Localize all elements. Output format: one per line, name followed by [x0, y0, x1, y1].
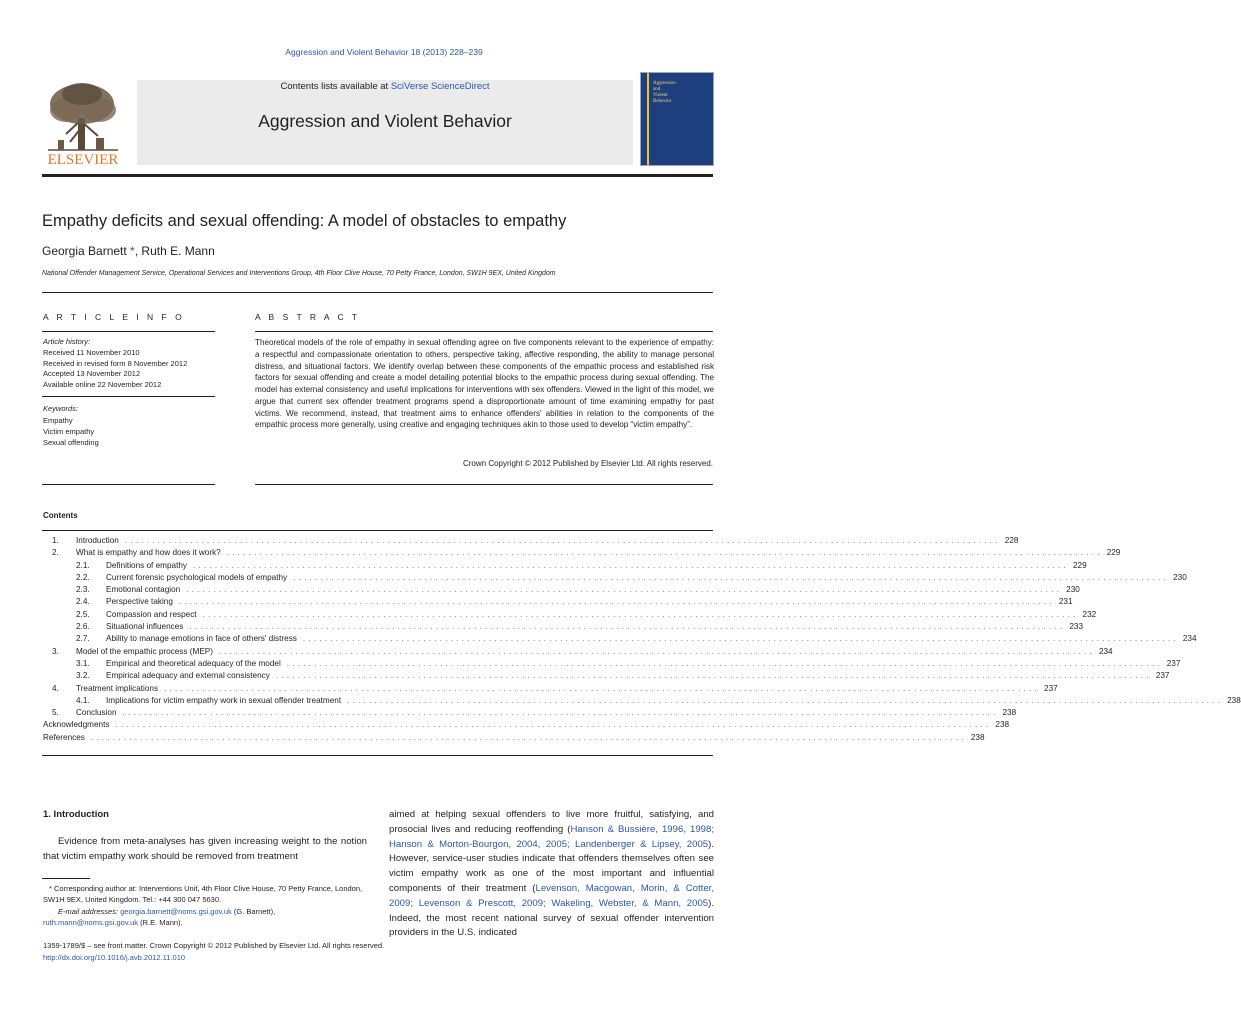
- history-revised: Received in revised form 8 November 2012: [43, 358, 188, 368]
- email-suffix-mann: (R.E. Mann).: [138, 917, 183, 927]
- toc-page-number: 231: [1058, 597, 1073, 607]
- toc-entry[interactable]: [43, 708, 1017, 720]
- toc-page-number: 230: [1066, 585, 1080, 595]
- toc-number: 2.: [52, 548, 59, 558]
- email-suffix-barnett: (G. Barnett),: [231, 906, 276, 916]
- toc-entry[interactable]: [43, 646, 1113, 659]
- article-info-rule-middle: [42, 396, 215, 397]
- keywords-label: Keywords:: [43, 404, 79, 413]
- toc-leader-dots: ................................................................................................................................................................: [275, 671, 1152, 681]
- corresponding-author-footnote: [43, 883, 367, 928]
- introduction-paragraph-left: Evidence from meta-analyses has given increasing weight to the notion that victim empathy work should be removed from treatment: [43, 836, 367, 862]
- toc-title[interactable]: Current forensic psychological models of empathy: [106, 572, 288, 582]
- right-text-2: ). However, service-user studies indicate that offenders themselves often see victim empathy work as one of the most important and influential components of their treatment (: [389, 838, 714, 894]
- section-heading-introduction: 1. Introduction: [43, 809, 109, 820]
- keyword-item: Sexual offending: [43, 438, 99, 447]
- toc-number: 2.5.: [76, 609, 90, 619]
- corresponding-author-mark[interactable]: *: [126, 244, 135, 258]
- toc-title[interactable]: Ability to manage emotions in face of others' distress: [106, 634, 297, 644]
- toc-number: 3.2.: [76, 671, 90, 681]
- abstract-heading: A B S T R A C T: [255, 312, 361, 322]
- affiliation-rule: [42, 292, 713, 293]
- contents-rule-bottom: [42, 755, 713, 756]
- toc-title[interactable]: Emotional contagion: [106, 585, 181, 595]
- toc-title[interactable]: Compassion and respect: [106, 609, 197, 619]
- toc-page-number: 237: [1155, 671, 1170, 681]
- abstract-copyright: Crown Copyright © 2012 Published by Elsevier Ltd. All rights reserved.: [462, 459, 713, 468]
- sciencedirect-link[interactable]: SciVerse ScienceDirect: [390, 81, 490, 92]
- toc-leader-dots: ................................................................................................................................................................: [347, 695, 1224, 705]
- toc-leader-dots: ................................................................................................................................................................: [90, 732, 967, 742]
- toc-leader-dots: ................................................................................................................................................................: [115, 720, 992, 730]
- toc-number: 5.: [52, 708, 59, 718]
- toc-title[interactable]: Situational influences: [106, 622, 184, 632]
- article-title: Empathy deficits and sexual offending: A model of obstacles to empathy: [42, 212, 567, 230]
- toc-leader-dots: ................................................................................................................................................................: [164, 683, 1041, 693]
- contents-prefix: Contents lists available at: [280, 81, 391, 92]
- article-history-label: Article history:: [43, 337, 91, 346]
- abstract-rule-bottom: [255, 484, 713, 485]
- keyword-item: Empathy: [43, 416, 73, 425]
- toc-number: 2.4.: [76, 597, 90, 607]
- bottom-metadata: [43, 940, 384, 963]
- author-line: [42, 244, 215, 258]
- toc-title[interactable]: Conclusion: [76, 708, 117, 718]
- history-online: Available online 22 November 2012: [43, 379, 162, 389]
- cover-stripe: [647, 73, 649, 165]
- toc-page-number: 237: [1166, 658, 1181, 668]
- keyword-item: Victim empathy: [43, 427, 95, 436]
- toc-entry[interactable]: [43, 585, 1080, 597]
- toc-number: 4.: [52, 683, 59, 693]
- toc-entry[interactable]: [43, 695, 1241, 708]
- toc-leader-dots: ................................................................................................................................................................: [302, 634, 1179, 644]
- toc-entry[interactable]: [43, 622, 1084, 634]
- toc-entry[interactable]: [43, 720, 1010, 732]
- elsevier-tree-icon: [42, 80, 124, 166]
- cover-title-line1: Aggression: [653, 81, 676, 86]
- toc-entry[interactable]: [43, 560, 1087, 573]
- toc-number: 1.: [52, 536, 59, 545]
- toc-page-number: 228: [1004, 536, 1019, 545]
- toc-title[interactable]: What is empathy and how does it work?: [76, 548, 221, 558]
- author-mann[interactable]: , Ruth E. Mann: [134, 244, 215, 258]
- contents-availability-line: [137, 81, 633, 92]
- toc-entry[interactable]: [43, 536, 1019, 548]
- citation-link-levenson[interactable]: Levenson, Macgowan, Morin, & Cotter, 2009; Levenson & Prescott, 2009; Wakeling, Webster, & Mann, 2005: [389, 882, 714, 909]
- abstract-rule-top: [255, 331, 713, 332]
- toc-entry[interactable]: [43, 609, 1097, 622]
- toc-page-number: 229: [1106, 548, 1121, 558]
- affiliation: National Offender Management Service, Operational Services and Interventions Group, 4th Floor Clive House, 70 Petty France, London, SW1H 9EX, United Kingdom: [42, 270, 556, 277]
- toc-page-number: 234: [1098, 646, 1113, 656]
- toc-title[interactable]: Model of the empathic process (MEP): [76, 646, 213, 656]
- toc-title[interactable]: Treatment implications: [76, 683, 159, 693]
- article-info-heading: A R T I C L E I N F O: [43, 312, 185, 322]
- footnote-rule: [42, 878, 90, 879]
- toc-leader-dots: ................................................................................................................................................................: [186, 585, 1063, 595]
- email-label: E-mail addresses:: [58, 906, 121, 916]
- toc-title[interactable]: Empirical adequacy and external consistency: [106, 671, 270, 681]
- toc-page-number: 237: [1044, 683, 1058, 693]
- toc-entry[interactable]: [43, 658, 1181, 671]
- history-accepted: Accepted 13 November 2012: [43, 369, 141, 378]
- journal-reference-link[interactable]: Aggression and Violent Behavior 18 (2013) 228–239: [285, 47, 483, 57]
- toc-leader-dots: ................................................................................................................................................................: [218, 646, 1095, 656]
- introduction-paragraph-right: [389, 808, 714, 941]
- toc-title[interactable]: Introduction: [76, 536, 119, 545]
- toc-entry[interactable]: [43, 572, 1187, 585]
- keywords-list: [43, 415, 99, 448]
- toc-title[interactable]: References: [43, 732, 85, 742]
- toc-leader-dots: ................................................................................................................................................................: [293, 572, 1170, 582]
- article-info-rule-top: [42, 331, 215, 332]
- toc-leader-dots: ................................................................................................................................................................: [178, 597, 1055, 607]
- toc-page-number: 233: [1069, 622, 1084, 632]
- footnote-address: * Corresponding author at: Interventions Unit, 4th Floor Clive House, 70 Petty France, London, SW1H 9EX, United Kingdom. Tel.: +44 300 047 5630.: [43, 884, 363, 905]
- toc-entry[interactable]: [43, 597, 1073, 609]
- toc-page-number: 230: [1173, 572, 1187, 582]
- issn-line: 1359-1789/$ – see front matter. Crown Copyright © 2012 Published by Elsevier Ltd. All rights reserved.: [43, 941, 385, 950]
- toc-title[interactable]: Perspective taking: [106, 597, 173, 607]
- toc-number: 2.6.: [76, 622, 90, 632]
- toc-leader-dots: ................................................................................................................................................................: [286, 658, 1163, 668]
- toc-entry[interactable]: [43, 634, 1197, 646]
- cover-title: [653, 81, 676, 105]
- toc-number: 3.1.: [76, 658, 90, 668]
- toc-page-number: 234: [1182, 634, 1197, 644]
- toc-leader-dots: ................................................................................................................................................................: [124, 536, 1001, 545]
- toc-title[interactable]: Definitions of empathy: [106, 560, 188, 570]
- toc-number: 4.1.: [76, 695, 90, 705]
- publisher-name: ELSEVIER: [47, 152, 119, 168]
- toc-leader-dots: ................................................................................................................................................................: [202, 609, 1079, 619]
- toc-title[interactable]: Implications for victim empathy work in sexual offender treatment: [106, 695, 342, 705]
- toc-title[interactable]: Acknowledgments: [43, 720, 110, 730]
- cover-title-line2: and: [653, 87, 661, 92]
- abstract-text: Theoretical models of the role of empathy in sexual offending agree on five components relevant to the experience of empathy: a respectful and compassionate orientation to others, perspective taking, affective responding, the ability to manage personal distress, and situational factors. We identify overlap between these components of the empathic process and established risk factors for sexual offending and create a model detailing potential blocks to the empathic process during sexual offending. The model has external consistency and useful implications for interventions with sex offenders. Viewed in the light of this model, we argue that current sex offender treatment programs spend a disproportionate amount of time examining empathy for past victims. We recommend, instead, that treatment aims to enhance offenders' abilities in relation to the components of the empathic process more generally, using creative and engaging techniques akin to those used to develop “victim empathy”.: [255, 338, 714, 430]
- toc-page-number: 238: [970, 732, 985, 742]
- history-received: Received 11 November 2010: [43, 348, 140, 357]
- toc-leader-dots: ................................................................................................................................................................: [193, 560, 1069, 570]
- toc-title[interactable]: Empirical and theoretical adequacy of the model: [106, 658, 281, 668]
- email-link-mann[interactable]: ruth.mann@noms.gsi.gov.uk: [43, 917, 139, 927]
- toc-number: 2.2.: [76, 572, 90, 582]
- toc-entry[interactable]: [43, 548, 1121, 560]
- toc-page-number: 229: [1072, 560, 1087, 570]
- toc-number: 2.3.: [76, 585, 90, 595]
- right-text-1: aimed at helping sexual offenders to live more fruitful, satisfying, and prosocial lives and reducing reoffending (: [389, 809, 714, 835]
- right-text-3: ). Indeed, the most recent national survey of sexual offender intervention providers in the U.S. indicated: [389, 897, 714, 939]
- footnote-emails: [43, 906, 367, 929]
- elsevier-logo[interactable]: [42, 80, 124, 166]
- email-link-barnett[interactable]: georgia.barnett@noms.gsi.gov.uk: [120, 906, 232, 916]
- journal-title: Aggression and Violent Behavior: [258, 111, 512, 131]
- toc-page-number: 232: [1082, 609, 1097, 619]
- toc-number: 2.7.: [76, 634, 90, 644]
- author-barnett[interactable]: Georgia Barnett: [42, 244, 127, 258]
- journal-cover-image[interactable]: [640, 72, 714, 166]
- toc-number: 2.1.: [76, 560, 90, 570]
- toc-entry[interactable]: [43, 683, 1058, 696]
- toc-page-number: 238: [995, 720, 1010, 730]
- cover-title-line3: Violent: [653, 93, 668, 98]
- toc-entry[interactable]: [43, 671, 1170, 683]
- toc-entry[interactable]: [43, 732, 985, 745]
- citation-link-hanson[interactable]: Hanson & Bussière, 1996, 1998; Hanson & Morton-Bourgon, 2004, 2005; Landenberger & Lipsey, 2005: [389, 823, 715, 850]
- toc-number: 3.: [52, 646, 59, 656]
- header-rule: [42, 174, 713, 177]
- contents-rule-top: [42, 530, 713, 531]
- toc-leader-dots: ................................................................................................................................................................: [122, 708, 999, 718]
- article-history-list: [43, 348, 187, 390]
- table-of-contents: [43, 536, 1241, 745]
- doi-link[interactable]: http://dx.doi.org/10.1016/j.avb.2012.11.010: [43, 952, 186, 962]
- toc-page-number: 238: [1227, 695, 1241, 705]
- toc-leader-dots: ................................................................................................................................................................: [226, 548, 1103, 558]
- contents-heading: Contents: [43, 511, 78, 520]
- cover-title-line4: Behavior: [653, 99, 672, 104]
- toc-page-number: 238: [1002, 708, 1017, 718]
- article-info-rule-bottom: [42, 484, 215, 485]
- toc-leader-dots: ................................................................................................................................................................: [189, 622, 1066, 632]
